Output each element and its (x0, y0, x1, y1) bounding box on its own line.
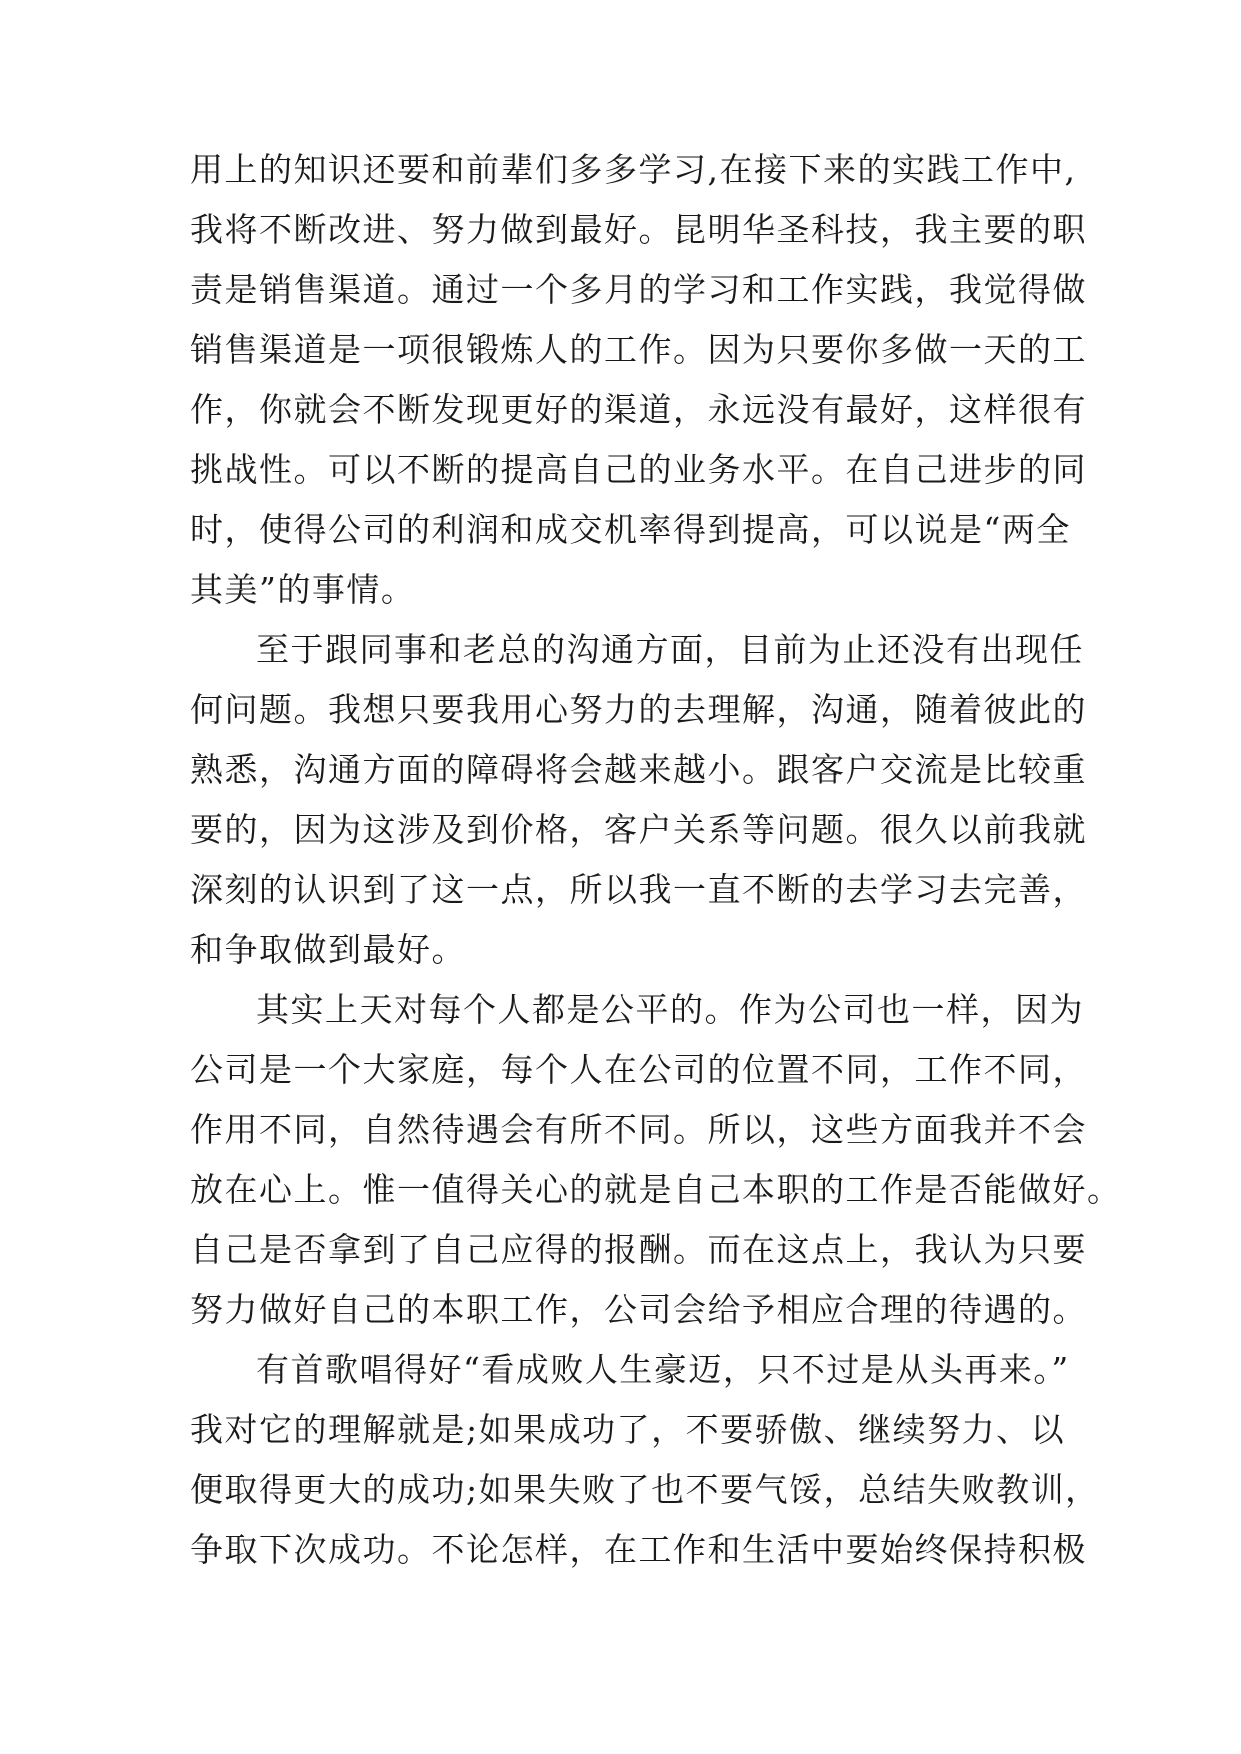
text-line: 便取得更大的成功;如果失败了也不要气馁，总结失败教训， (190, 1470, 1100, 1509)
text-line: 公司是一个大家庭，每个人在公司的位置不同，工作不同， (190, 1050, 1087, 1089)
text-line: 自己是否拿到了自己应得的报酬。而在这点上，我认为只要 (190, 1230, 1087, 1269)
text-line: 有首歌唱得好“看成败人生豪迈，只不过是从头再来。” (256, 1350, 1070, 1389)
text-line: 挑战性。可以不断的提高自己的业务水平。在自己进步的同 (190, 450, 1087, 489)
text-line: 作，你就会不断发现更好的渠道，永远没有最好，这样很有 (190, 390, 1087, 429)
document-body (190, 140, 1122, 1580)
text-line: 熟悉，沟通方面的障碍将会越来越小。跟客户交流是比较重 (190, 750, 1087, 789)
text-line: 时，使得公司的利润和成交机率得到提高，可以说是“两全 (190, 510, 1071, 549)
text-line: 和争取做到最好。 (190, 930, 466, 969)
text-line: 争取下次成功。不论怎样，在工作和生活中要始终保持积极 (190, 1530, 1087, 1569)
text-line: 深刻的认识到了这一点，所以我一直不断的去学习去完善， (190, 870, 1087, 909)
text-line: 作用不同，自然待遇会有所不同。所以，这些方面我并不会 (190, 1110, 1087, 1149)
text-line: 其实上天对每个人都是公平的。作为公司也一样，因为 (256, 990, 1084, 1029)
text-line: 要的，因为这涉及到价格，客户关系等问题。很久以前我就 (190, 810, 1087, 849)
text-line: 销售渠道是一项很锻炼人的工作。因为只要你多做一天的工 (190, 330, 1087, 369)
text-line: 放在心上。惟一值得关心的就是自己本职的工作是否能做好。 (190, 1170, 1122, 1209)
text-line: 我对它的理解就是;如果成功了，不要骄傲、继续努力、以 (190, 1410, 1066, 1449)
text-line: 何问题。我想只要我用心努力的去理解，沟通，随着彼此的 (190, 690, 1087, 729)
text-line: 其美”的事情。 (190, 570, 416, 609)
text-line: 用上的知识还要和前辈们多多学习,在接下来的实践工作中, (190, 150, 1077, 189)
text-line: 努力做好自己的本职工作，公司会给予相应合理的待遇的。 (190, 1290, 1087, 1329)
text-line: 责是销售渠道。通过一个多月的学习和工作实践，我觉得做 (190, 270, 1087, 309)
text-line: 我将不断改进、努力做到最好。昆明华圣科技，我主要的职 (190, 210, 1087, 249)
text-line: 至于跟同事和老总的沟通方面，目前为止还没有出现任 (256, 630, 1084, 669)
